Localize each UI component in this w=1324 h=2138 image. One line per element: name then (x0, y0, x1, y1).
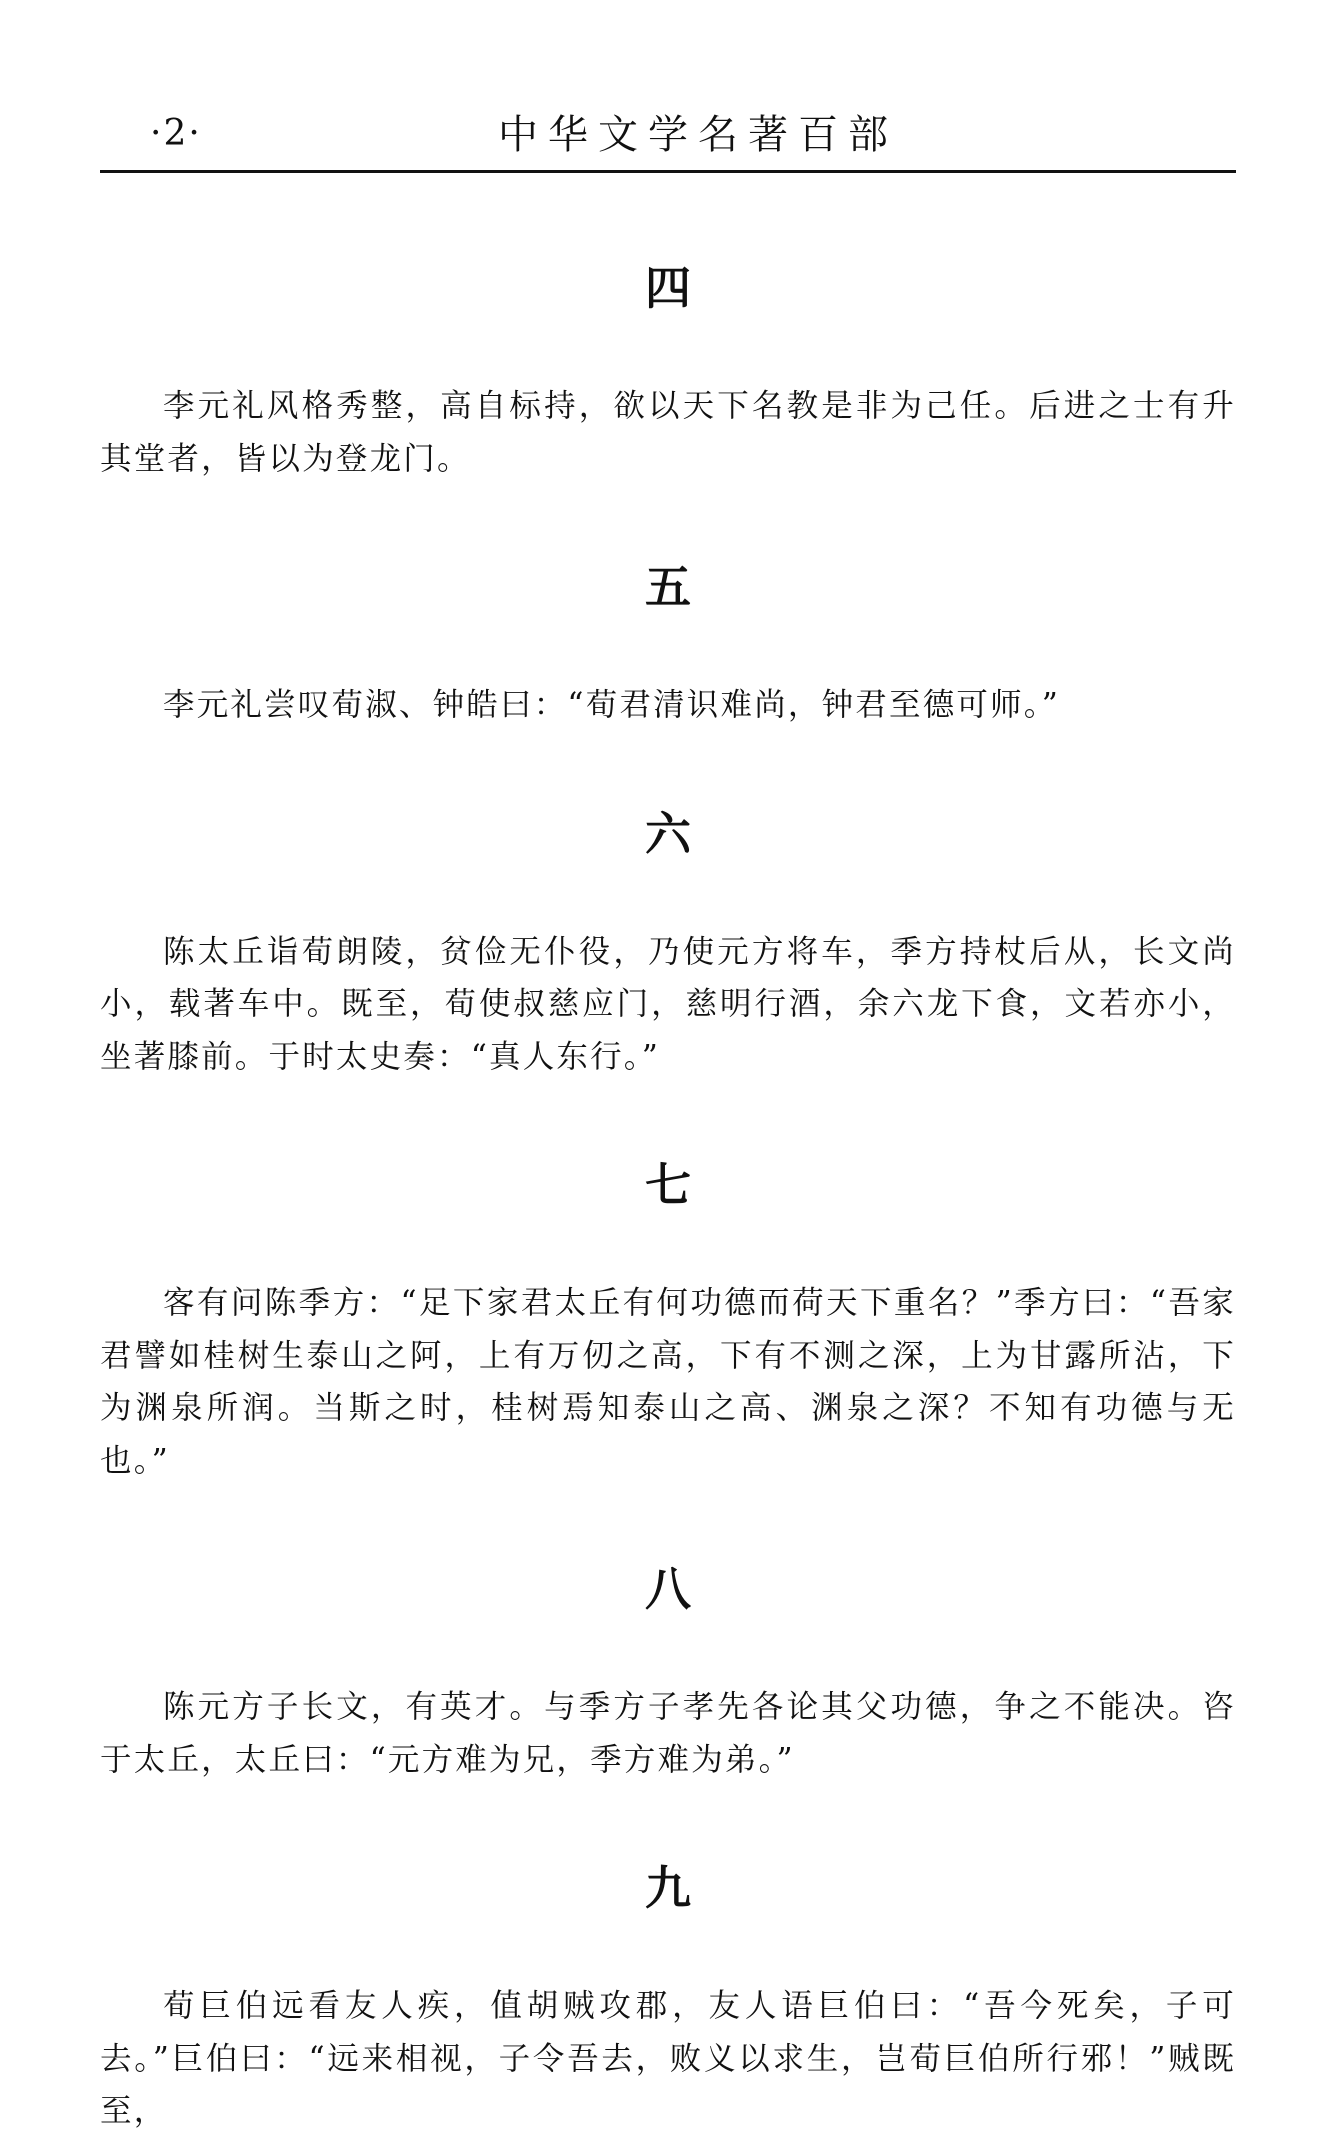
section-paragraph: 李元礼风格秀整，高自标持，欲以天下名教是非为己任。后进之士有升其堂者，皆以为登龙门。 (100, 388, 1236, 477)
book-title: 中华文学名著百部 (498, 112, 898, 158)
section-paragraph: 客有问陈季方：“足下家君太丘有何功德而荷天下重名？”季方曰：“吾家君譬如桂树生泰山之阿，上有万仞之高，下有不测之深，上为甘露所沾，下为渊泉所润。当斯之时，桂树焉知泰山之高、渊泉之深？不知有功德与无也。” (100, 1285, 1236, 1479)
page-number: ·2· (150, 113, 202, 154)
section-heading: 五 (645, 560, 691, 614)
section-paragraph: 陈太丘诣荀朗陵，贫俭无仆役，乃使元方将车，季方持杖后从，长文尚小，载著车中。既至，荀使叔慈应门，慈明行酒，余六龙下食，文若亦小，坐著膝前。于时太史奏：“真人东行。” (100, 933, 1236, 1075)
section-heading: 八 (645, 1562, 691, 1616)
section-heading: 六 (645, 806, 691, 861)
section-heading: 七 (645, 1158, 691, 1212)
section-paragraph: 李元礼尝叹荀淑、钟皓曰：“荀君清识难尚，钟君至德可师。” (163, 687, 1061, 723)
section-paragraph: 荀巨伯远看友人疾，值胡贼攻郡，友人语巨伯曰：“吾今死矣，子可去。”巨伯曰：“远来相视，子令吾去，败义以求生，岂荀巨伯所行邪！”贼既至， (100, 1988, 1236, 2129)
page-body (100, 258, 1236, 2138)
section-heading: 四 (645, 261, 691, 315)
section-paragraph: 陈元方子长文，有英才。与季方子孝先各论其父功德，争之不能决。咨于太丘，太丘曰：“元方难为兄，季方难为弟。” (100, 1689, 1236, 1778)
section-heading: 九 (645, 1861, 691, 1915)
running-header (100, 108, 1236, 173)
